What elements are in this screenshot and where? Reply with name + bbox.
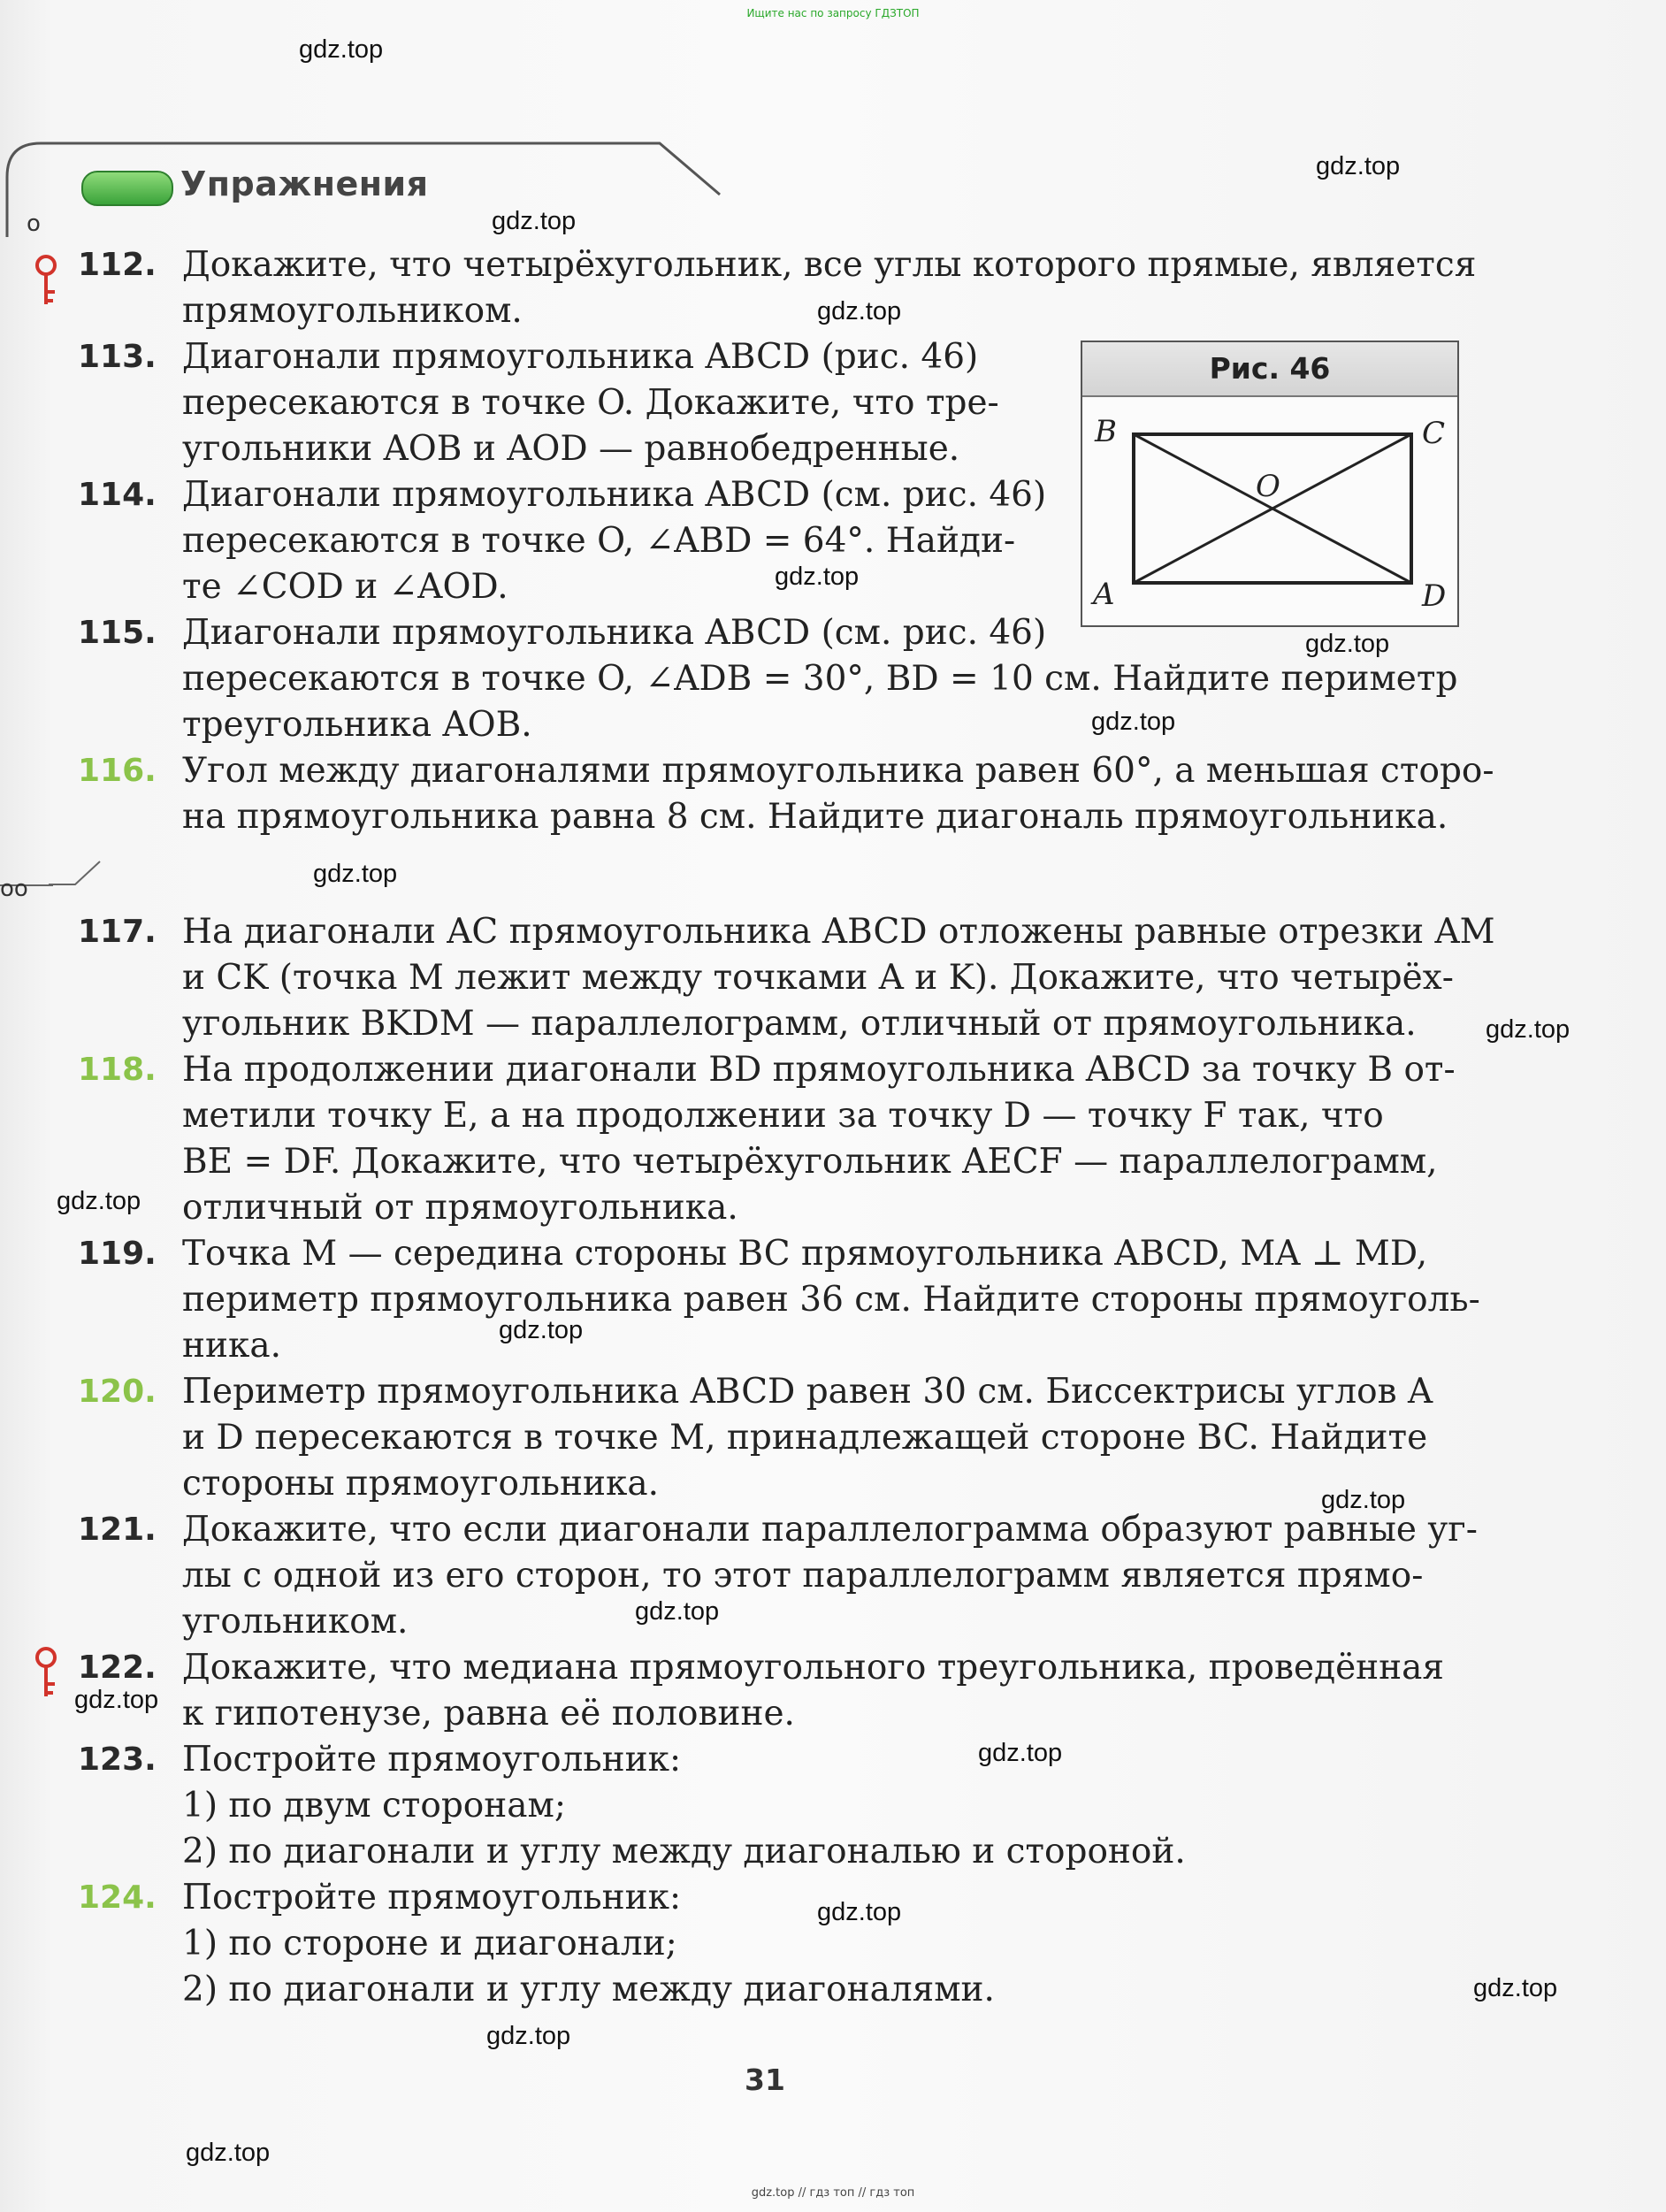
exercise-line: 2) по диагонали и углу между диагональю и стороной. bbox=[182, 1832, 1186, 1871]
watermark-text: gdz.top bbox=[635, 1597, 720, 1626]
exercise-line: пересекаются в точке O, ∠ADB = 30°, BD = 10 см. Найдите периметр bbox=[182, 659, 1458, 699]
exercise-line: пересекаются в точке O, ∠ABD = 64°. Найди- bbox=[182, 521, 1016, 561]
exercise-line: 1) по двум сторонам; bbox=[182, 1786, 567, 1825]
exercise-line: Постройте прямоугольник: bbox=[182, 1878, 682, 1917]
exercise-line: на прямоугольника равна 8 см. Найдите диагональ прямоугольника. bbox=[182, 797, 1448, 837]
watermark-text: gdz.top bbox=[186, 2139, 271, 2167]
exercise-number: 118. bbox=[78, 1052, 157, 1088]
exercise-number: 121. bbox=[78, 1512, 157, 1548]
watermark-text: gdz.top bbox=[74, 1686, 159, 1714]
label-b: B bbox=[1095, 414, 1117, 449]
exercise-number: 112. bbox=[78, 247, 157, 283]
exercise-number: 124. bbox=[78, 1879, 157, 1916]
exercise-text bbox=[182, 1231, 1535, 1369]
exercise-line: Постройте прямоугольник: bbox=[182, 1740, 682, 1780]
exercise-line: Точка M — середина стороны BC прямоугольника ABCD, MA ⊥ MD, bbox=[182, 1234, 1428, 1274]
exercise-text bbox=[182, 334, 1102, 472]
top-banner: Ищите нас по запросу ГДЗТОП bbox=[746, 7, 920, 19]
section-title: Упражнения bbox=[180, 165, 429, 203]
exercise-line: пересекаются в точке O. Докажите, что тре- bbox=[182, 383, 999, 423]
level-mark-basic: o bbox=[27, 210, 41, 237]
exercise-line: Докажите, что медиана прямоугольного треугольника, проведённая bbox=[182, 1648, 1445, 1688]
exercise-number: 122. bbox=[78, 1649, 157, 1686]
label-a: A bbox=[1093, 577, 1115, 612]
level-mark-advanced: oo bbox=[0, 876, 28, 902]
figure-caption: Рис. 46 bbox=[1082, 342, 1457, 397]
exercise-line: те ∠COD и ∠AOD. bbox=[182, 567, 508, 607]
exercise-number: 120. bbox=[78, 1374, 157, 1410]
exercise-text bbox=[182, 1047, 1535, 1231]
exercise-line: прямоугольником. bbox=[182, 291, 523, 331]
exercise-line: Диагонали прямоугольника ABCD (см. рис. 46) bbox=[182, 475, 1047, 515]
watermark-text: gdz.top bbox=[775, 563, 860, 591]
exercise-line: и CK (точка M лежит между точками A и K). Докажите, что четырёх- bbox=[182, 958, 1454, 998]
exercise-number: 113. bbox=[78, 339, 157, 375]
exercise-line: Докажите, что если диагонали параллелограмма образуют равные уг- bbox=[182, 1510, 1478, 1550]
exercise-text bbox=[182, 1645, 1535, 1737]
exercise-line: 2) по диагонали и углу между диагоналями. bbox=[182, 1970, 995, 2009]
section-pill-icon bbox=[81, 171, 173, 206]
exercise-number: 115. bbox=[78, 615, 157, 651]
watermark-text: gdz.top bbox=[499, 1316, 584, 1344]
exercise-text bbox=[182, 1507, 1535, 1645]
exercise-line: Угол между диагоналями прямоугольника равен 60°, а меньшая сторо- bbox=[182, 751, 1494, 791]
watermark-text: gdz.top bbox=[313, 860, 398, 888]
exercise-line: и D пересекаются в точке M, принадлежащей стороне BC. Найдите bbox=[182, 1418, 1428, 1458]
exercise-line: стороны прямоугольника. bbox=[182, 1464, 660, 1504]
watermark-text: gdz.top bbox=[492, 207, 577, 235]
exercise-line: отличный от прямоугольника. bbox=[182, 1188, 738, 1228]
watermark-text: gdz.top bbox=[817, 297, 902, 325]
exercise-number: 117. bbox=[78, 914, 157, 950]
figure-46 bbox=[1081, 341, 1459, 627]
exercise-number: 123. bbox=[78, 1741, 157, 1778]
watermark-text: gdz.top bbox=[1091, 708, 1176, 736]
exercise-text bbox=[182, 472, 1102, 610]
watermark-text: gdz.top bbox=[817, 1898, 902, 1926]
watermark-text: gdz.top bbox=[299, 35, 384, 64]
watermark-text: gdz.top bbox=[1486, 1015, 1570, 1044]
exercise-text bbox=[182, 748, 1535, 840]
rectangle-diagram bbox=[1082, 397, 1457, 624]
exercise-number: 119. bbox=[78, 1236, 157, 1272]
label-o: O bbox=[1256, 469, 1280, 504]
exercise-number: 114. bbox=[78, 477, 157, 513]
watermark-text: gdz.top bbox=[1305, 630, 1390, 658]
watermark-text: gdz.top bbox=[978, 1739, 1063, 1767]
exercise-line: На продолжении диагонали BD прямоугольника ABCD за точку B от- bbox=[182, 1050, 1456, 1090]
exercise-line: Докажите, что четырёхугольник, все углы которого прямые, является bbox=[182, 245, 1477, 285]
page-number: 31 bbox=[745, 2063, 785, 2097]
label-d: D bbox=[1422, 578, 1447, 614]
exercise-line: Периметр прямоугольника ABCD равен 30 см. Биссектрисы углов A bbox=[182, 1372, 1433, 1412]
exercise-line: треугольника AOB. bbox=[182, 705, 532, 745]
exercise-line: метили точку E, а на продолжении за точку D — точку F так, что bbox=[182, 1096, 1384, 1136]
exercise-line: BE = DF. Докажите, что четырёхугольник AECF — параллелограмм, bbox=[182, 1142, 1438, 1182]
exercise-text bbox=[182, 1875, 1535, 2013]
exercise-line: лы с одной из его сторон, то этот параллелограмм является прямо- bbox=[182, 1556, 1424, 1596]
exercise-line: угольник BKDM — параллелограмм, отличный от прямоугольника. bbox=[182, 1004, 1417, 1044]
exercise-line: угольником. bbox=[182, 1602, 409, 1642]
exercise-line: Диагонали прямоугольника ABCD (рис. 46) bbox=[182, 337, 979, 377]
exercise-line: угольники AOB и AOD — равнобедренные. bbox=[182, 429, 960, 469]
exercise-line: На диагонали AC прямоугольника ABCD отложены равные отрезки AM bbox=[182, 912, 1495, 952]
exercise-text bbox=[182, 1737, 1535, 1875]
key-icon bbox=[32, 255, 60, 308]
exercise-line: Диагонали прямоугольника ABCD (см. рис. 46) bbox=[182, 613, 1047, 653]
exercise-line: ника. bbox=[182, 1326, 282, 1366]
exercise-line: к гипотенузе, равна её половине. bbox=[182, 1694, 795, 1734]
watermark-text: gdz.top bbox=[486, 2022, 571, 2050]
watermark-text: gdz.top bbox=[1473, 1974, 1558, 2002]
watermark-text: gdz.top bbox=[1316, 152, 1401, 180]
exercise-text bbox=[182, 909, 1535, 1047]
exercise-line: периметр прямоугольника равен 36 см. Найдите стороны прямоуголь- bbox=[182, 1280, 1480, 1320]
exercise-line: 1) по стороне и диагонали; bbox=[182, 1924, 677, 1963]
watermark-text: gdz.top bbox=[57, 1187, 141, 1215]
key-icon bbox=[32, 1647, 60, 1700]
watermark-text: gdz.top bbox=[1321, 1486, 1406, 1514]
exercise-number: 116. bbox=[78, 753, 157, 789]
bottom-banner: gdz.top // гдз топ // гдз топ bbox=[751, 2186, 915, 2200]
label-c: C bbox=[1422, 416, 1446, 451]
divider-bend bbox=[49, 858, 102, 888]
